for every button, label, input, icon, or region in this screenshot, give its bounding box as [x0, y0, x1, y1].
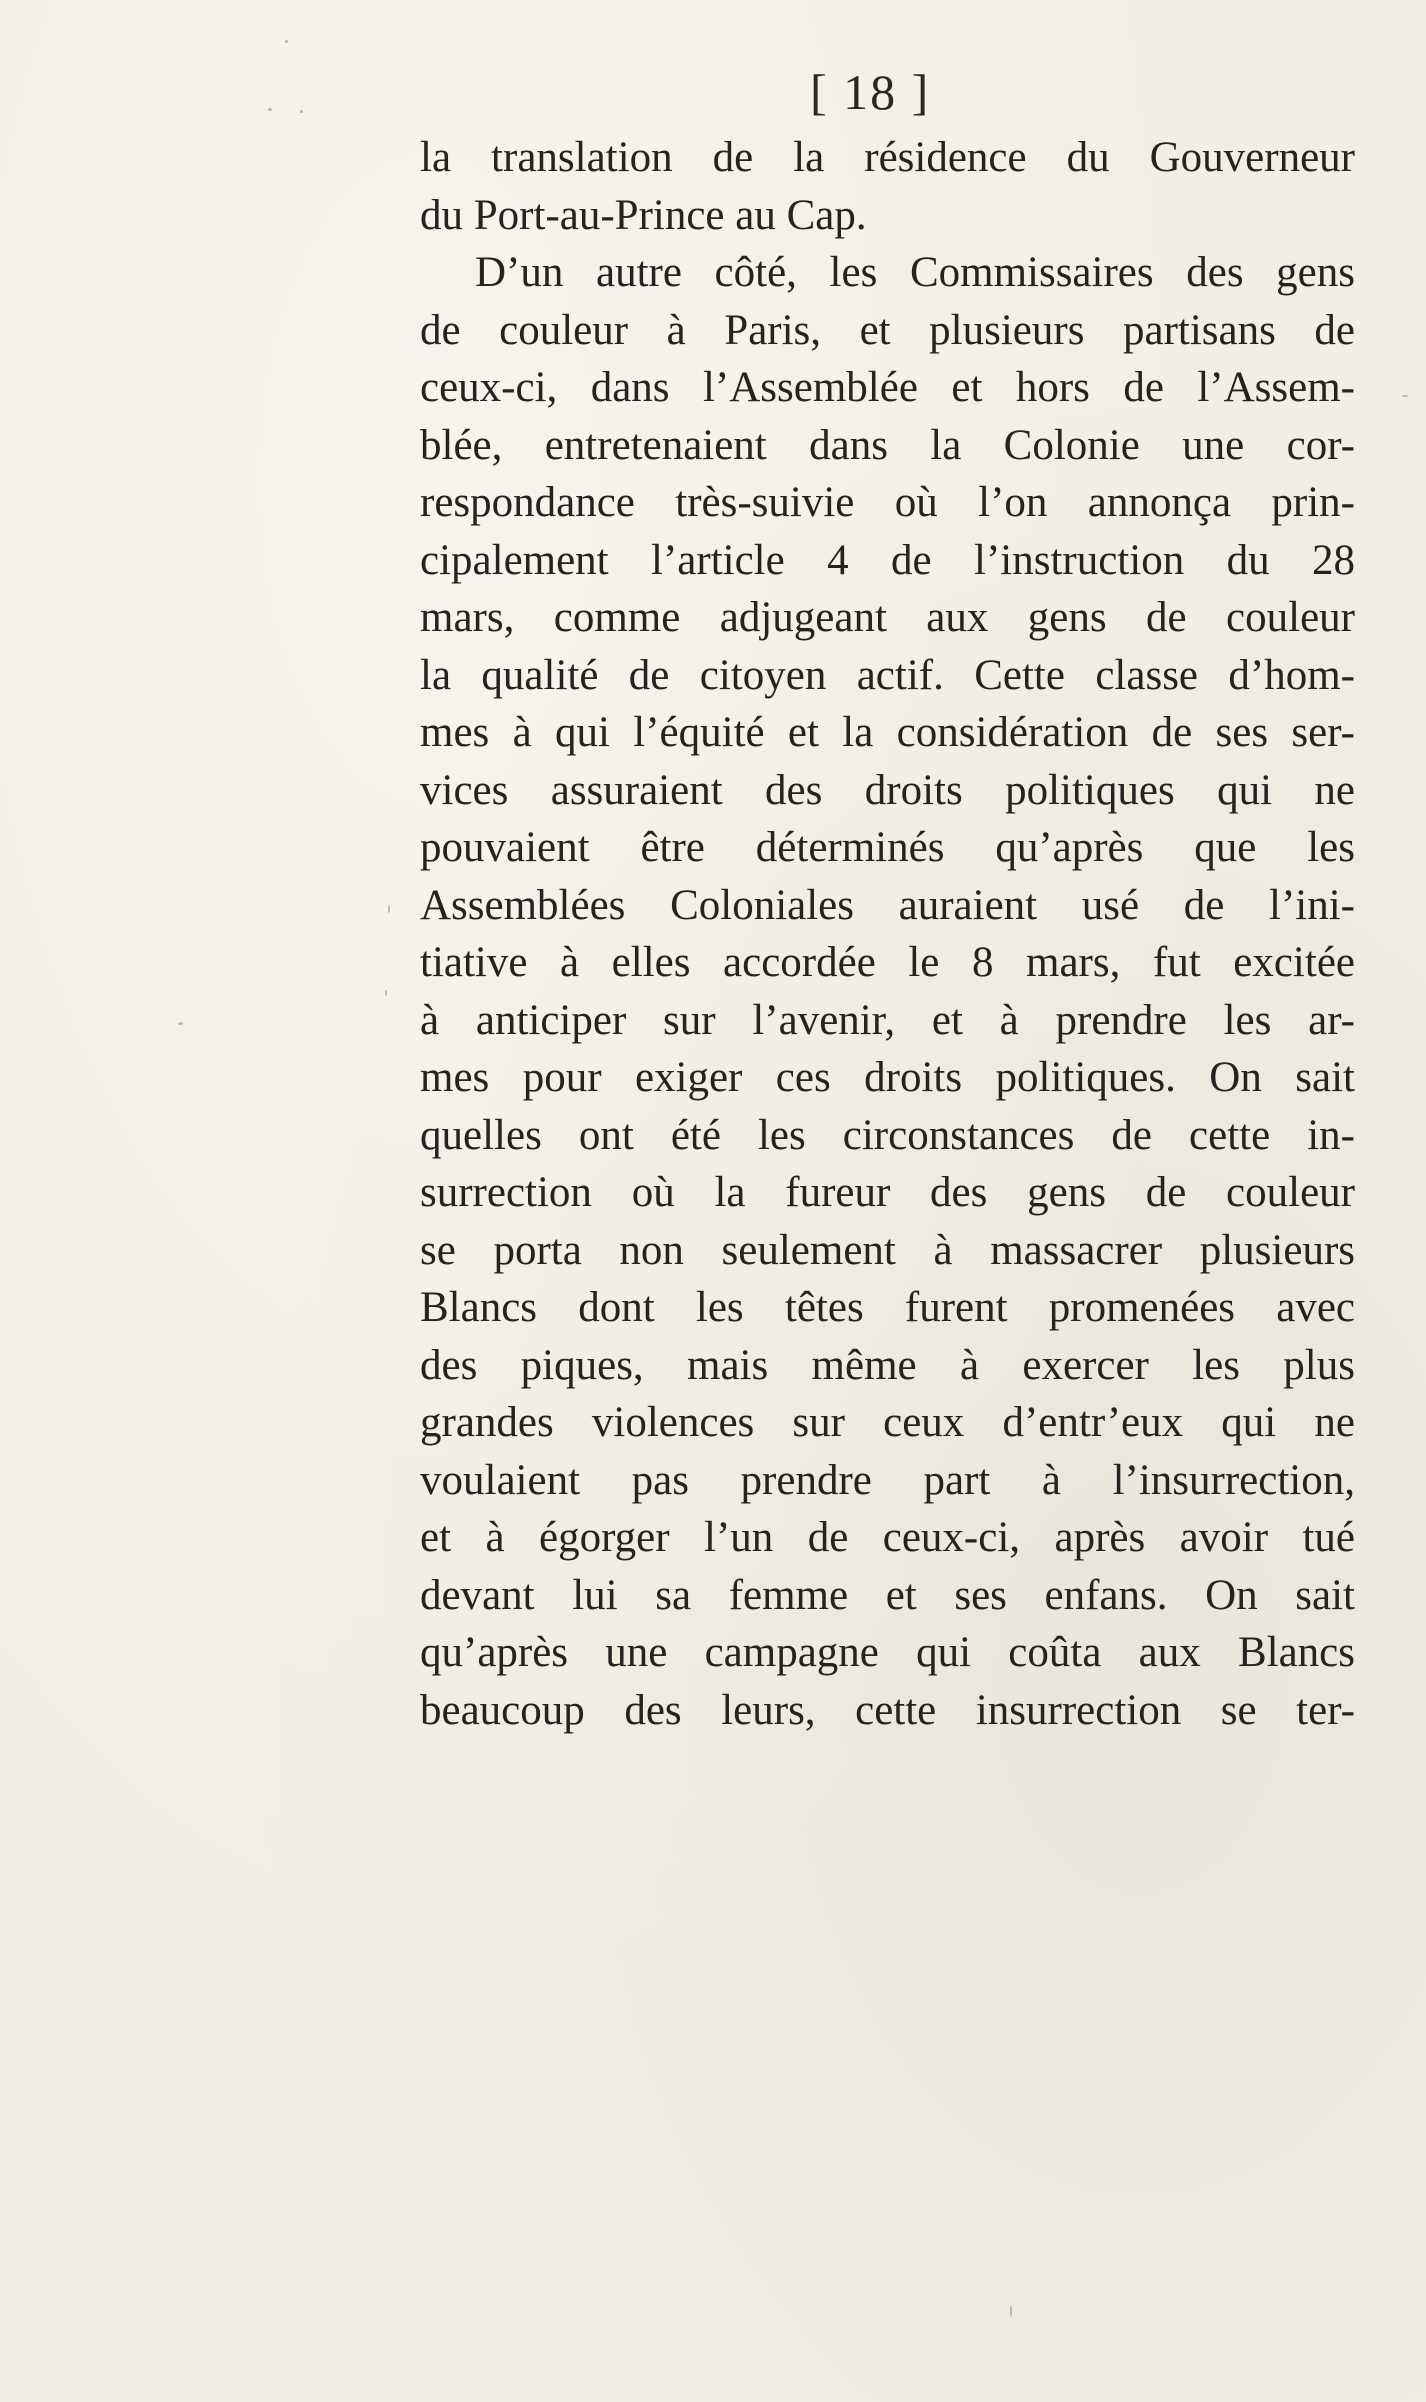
text-line: mes à qui l’équité et la considération de ses ser- — [420, 709, 1355, 756]
text-line: de couleur à Paris, et plusieurs partisans de — [420, 306, 1355, 354]
paper-speck — [1402, 395, 1408, 397]
text-line: respondance très-suivie où l’on annonça prin- — [420, 479, 1355, 526]
text-line: cipalement l’article 4 de l’instruction du 28 — [420, 536, 1355, 584]
text-line: blée, entretenaient dans la Colonie une cor- — [420, 421, 1355, 469]
text-line: tiative à elles accordée le 8 mars, fut excitée — [420, 939, 1355, 986]
text-line: pouvaient être déterminés qu’après que les — [420, 824, 1355, 871]
text-line: quelles ont été les circonstances de cette in- — [420, 1111, 1355, 1159]
text-line: la qualité de citoyen actif. Cette classe d’hom- — [420, 651, 1355, 699]
paper-speck — [268, 108, 272, 111]
text-line: surrection où la fureur des gens de couleur — [420, 1169, 1355, 1216]
text-line: mars, comme adjugeant aux gens de couleur — [420, 594, 1355, 641]
text-line: mes pour exiger ces droits politiques. On sait — [420, 1054, 1355, 1101]
paper-speck — [178, 1022, 183, 1025]
page-number: [ 18 ] — [810, 64, 931, 120]
paper-speck — [285, 40, 288, 43]
text-line: vices assuraient des droits politiques qui ne — [420, 766, 1355, 814]
text-line: à anticiper sur l’avenir, et à prendre les ar- — [420, 996, 1355, 1044]
text-line: et à égorger l’un de ceux-ci, après avoir tué — [420, 1514, 1355, 1561]
text-line: Blancs dont les têtes furent promenées avec — [420, 1284, 1355, 1331]
text-line: la translation de la résidence du Gouverneur — [420, 134, 1355, 181]
text-line: grandes violences sur ceux d’entr’eux qui ne — [420, 1399, 1355, 1446]
text-line: devant lui sa femme et ses enfans. On sait — [420, 1571, 1355, 1619]
text-line: des piques, mais même à exercer les plus — [420, 1341, 1355, 1389]
paper-speck — [388, 905, 390, 913]
text-line: Assemblées Coloniales auraient usé de l’ini- — [420, 881, 1355, 929]
text-line: D’un autre côté, les Commissaires des gens — [475, 249, 1355, 296]
body-text — [420, 129, 1355, 1739]
text-line: qu’après une campagne qui coûta aux Blancs — [420, 1629, 1355, 1676]
text-line: du Port-au-Prince au Cap. — [420, 191, 867, 239]
paper-speck — [300, 110, 303, 113]
text-line: ceux-ci, dans l’Assemblée et hors de l’Assem- — [420, 364, 1355, 411]
text-line: voulaient pas prendre part à l’insurrection, — [420, 1456, 1355, 1504]
text-line: se porta non seulement à massacrer plusieurs — [420, 1226, 1355, 1274]
paper-speck — [385, 990, 387, 996]
paper-speck — [1010, 2305, 1012, 2317]
text-line: beaucoup des leurs, cette insurrection se ter- — [420, 1686, 1355, 1734]
